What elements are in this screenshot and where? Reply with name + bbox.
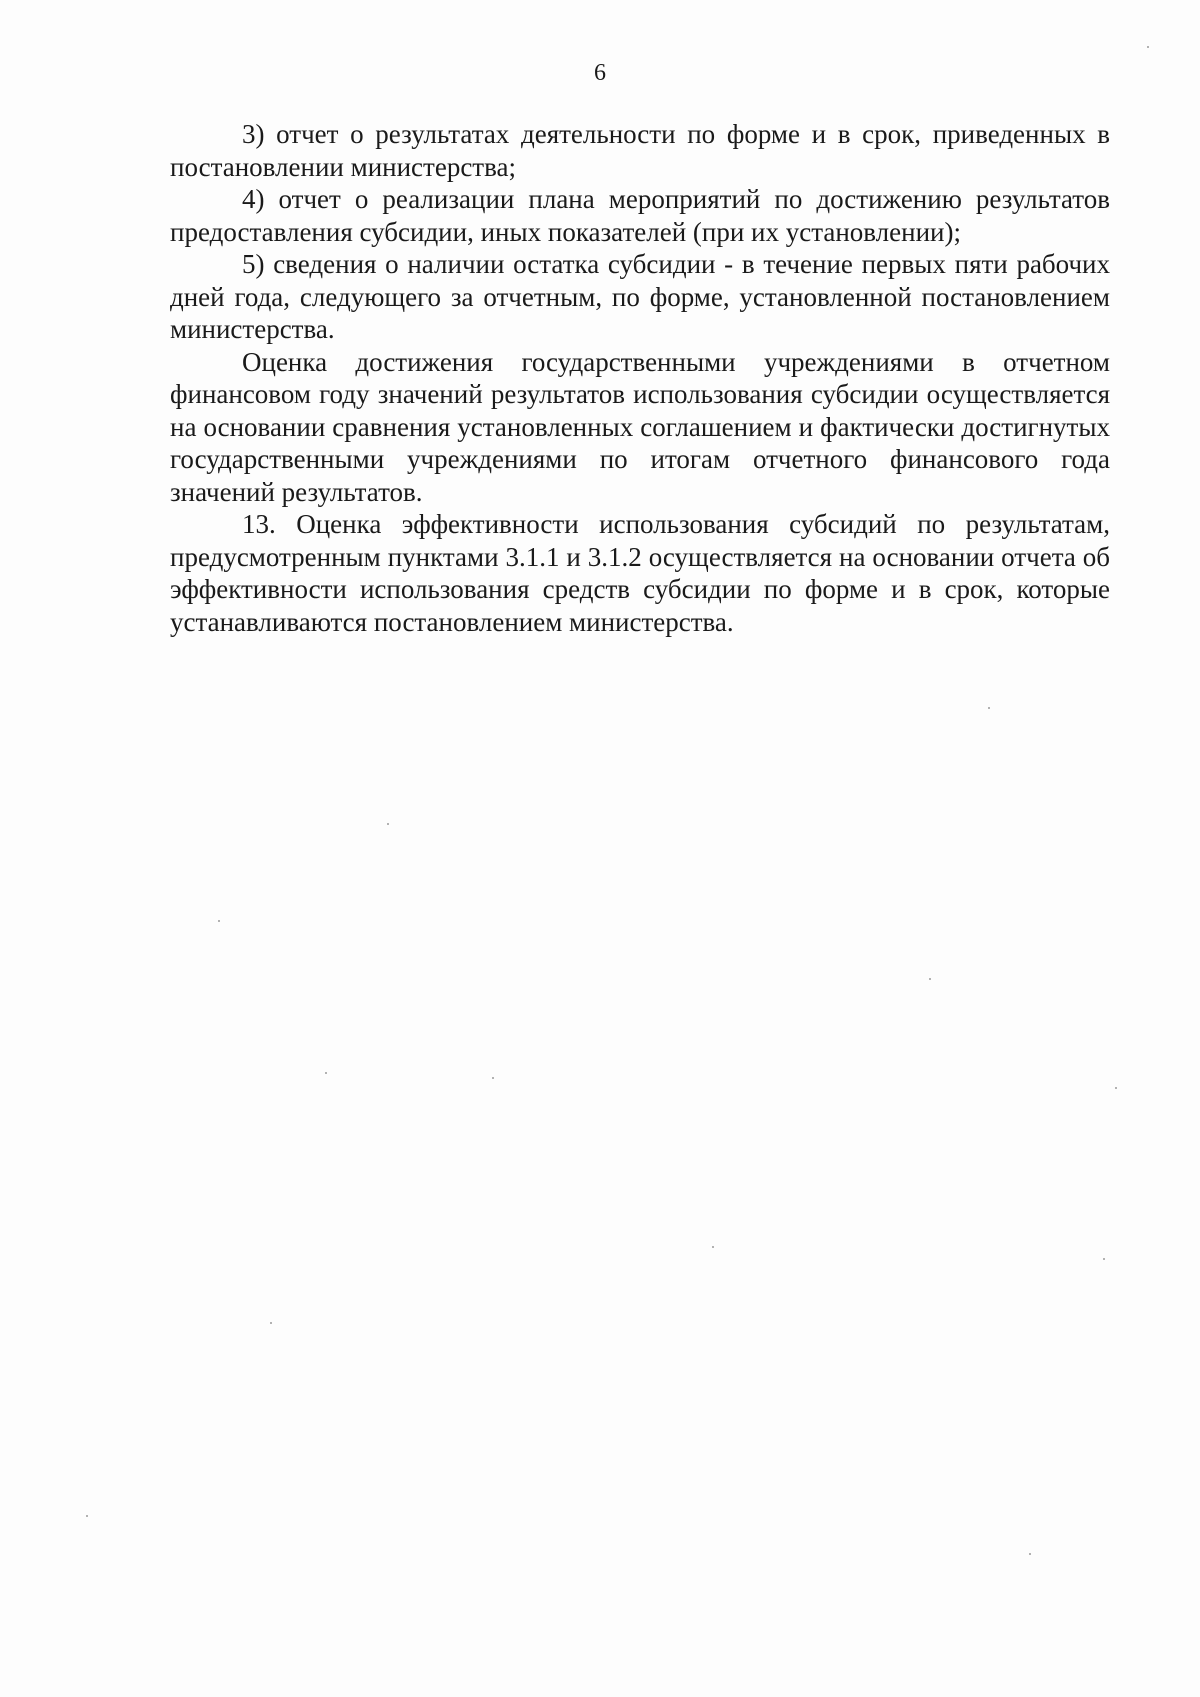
paragraph-item-4: 4) отчет о реализации плана мероприятий по достижению результатов предоставления субсидии, иных показателей (при их установлении);	[170, 184, 1110, 247]
scan-speck	[1115, 1087, 1117, 1089]
scan-speck	[387, 823, 389, 825]
scan-speck	[1147, 46, 1149, 48]
scan-speck	[492, 1077, 494, 1079]
scan-speck	[86, 1515, 88, 1517]
scan-speck	[1029, 1553, 1031, 1555]
page-number: 6	[594, 60, 606, 86]
document-body	[170, 118, 1110, 638]
scan-speck	[1103, 1258, 1105, 1260]
scan-speck	[988, 707, 990, 709]
paragraph-item-5: 5) сведения о наличии остатка субсидии - в течение первых пяти рабочих дней года, следующего за отчетным, по форме, установленной постановлением министерства.	[170, 249, 1110, 344]
scan-speck	[218, 920, 220, 922]
scan-speck	[325, 1072, 327, 1074]
paragraph-13: 13. Оценка эффективности использования субсидий по результатам, предусмотренным пунктами 3.1.1 и 3.1.2 осуществляется на основании отчета об эффективности использования средств субсидии по форме и в срок, которые устанавливаются постановлением министерства.	[170, 509, 1110, 637]
paragraph-evaluation: Оценка достижения государственными учреждениями в отчетном финансовом году значений результатов использования субсидии осуществляется на основании сравнения установленных соглашением и фактически достигнутых государственными учреждениями по итогам отчетного финансового года значений результатов.	[170, 346, 1110, 507]
scan-speck	[270, 1322, 272, 1324]
scan-speck	[929, 978, 931, 980]
scan-speck	[712, 1246, 714, 1248]
paragraph-item-3: 3) отчет о результатах деятельности по форме и в срок, приведенных в постановлении министерства;	[170, 119, 1110, 182]
